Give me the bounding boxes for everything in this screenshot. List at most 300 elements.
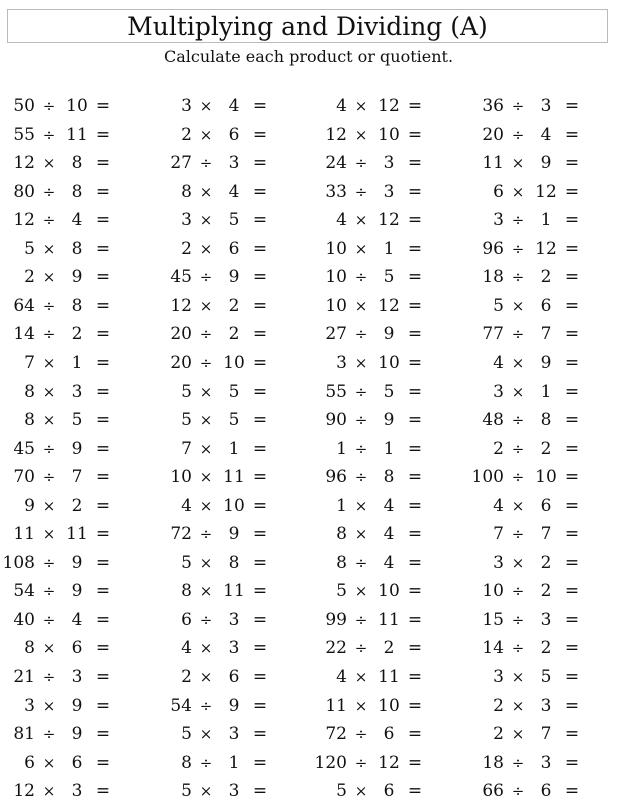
operand-a: 33 [325, 181, 347, 202]
operator: × [199, 582, 213, 601]
operand-a: 5 [181, 552, 192, 573]
operator: ÷ [354, 382, 368, 401]
operand-a: 12 [13, 781, 35, 802]
operand-a: 96 [325, 467, 347, 488]
operand-a: 4 [336, 96, 347, 116]
equals-sign: = [564, 381, 580, 402]
equals-sign: = [95, 781, 111, 802]
operator: ÷ [199, 610, 213, 629]
operator: × [511, 496, 525, 515]
operand-b: 6 [383, 781, 395, 802]
operand-b: 6 [383, 724, 395, 745]
operand-a: 10 [325, 267, 347, 288]
operand-b: 7 [71, 467, 83, 488]
operator: ÷ [511, 211, 525, 230]
equals-sign: = [407, 410, 423, 431]
operand-b: 9 [383, 410, 395, 431]
operand-b: 6 [71, 752, 83, 773]
operand-b: 1 [540, 210, 552, 231]
operand-a: 3 [181, 96, 192, 116]
equals-sign: = [252, 781, 268, 802]
operand-b: 12 [535, 238, 557, 259]
equals-sign: = [95, 609, 111, 630]
operand-a: 4 [181, 495, 192, 516]
operand-b: 2 [540, 267, 552, 288]
operator: × [42, 382, 56, 401]
operand-a: 54 [13, 581, 35, 602]
equals-sign: = [407, 667, 423, 687]
operator: × [42, 525, 56, 544]
operator: ÷ [199, 353, 213, 372]
operand-a: 22 [325, 638, 347, 659]
operator: × [42, 696, 56, 715]
operand-b: 10 [223, 352, 245, 373]
operand-a: 20 [482, 124, 504, 145]
operand-b: 1 [383, 238, 395, 259]
equals-sign: = [252, 295, 268, 316]
operand-a: 8 [181, 581, 192, 602]
operand-b: 3 [540, 695, 552, 716]
operand-b: 8 [71, 238, 83, 259]
operator: ÷ [511, 268, 525, 287]
operand-b: 1 [540, 381, 552, 402]
operator: ÷ [511, 525, 525, 544]
equals-sign: = [95, 752, 111, 773]
operand-a: 10 [482, 581, 504, 602]
operand-b: 3 [228, 153, 240, 174]
operator: ÷ [511, 782, 525, 801]
operand-b: 10 [535, 467, 557, 488]
operator: × [199, 296, 213, 315]
operand-a: 8 [24, 638, 35, 659]
operator: × [199, 439, 213, 458]
equals-sign: = [564, 781, 580, 802]
operand-a: 4 [493, 352, 504, 373]
equals-sign: = [564, 210, 580, 231]
operand-a: 120 [314, 752, 347, 773]
equals-sign: = [407, 381, 423, 402]
operator: ÷ [354, 753, 368, 772]
operand-b: 6 [228, 667, 240, 687]
operand-a: 9 [24, 495, 35, 516]
operand-a: 2 [181, 124, 192, 145]
operand-a: 108 [2, 552, 35, 573]
operator: × [42, 353, 56, 372]
operator: ÷ [511, 125, 525, 144]
equals-sign: = [252, 581, 268, 602]
operand-b: 5 [228, 410, 240, 431]
operand-a: 2 [181, 238, 192, 259]
operand-b: 11 [223, 467, 245, 488]
operator: ÷ [354, 268, 368, 287]
operand-a: 24 [325, 153, 347, 174]
equals-sign: = [564, 324, 580, 345]
operand-a: 5 [181, 781, 192, 802]
operator: × [199, 125, 213, 144]
operator: ÷ [199, 154, 213, 173]
operator: × [199, 782, 213, 801]
operand-a: 21 [13, 667, 35, 687]
operator: × [199, 725, 213, 744]
operator: × [511, 382, 525, 401]
operator: × [199, 211, 213, 230]
equals-sign: = [564, 96, 580, 116]
operator: × [199, 411, 213, 430]
operand-a: 2 [493, 438, 504, 459]
operand-b: 12 [378, 96, 400, 116]
operand-a: 96 [482, 238, 504, 259]
operator: × [511, 553, 525, 572]
operator: × [199, 553, 213, 572]
operand-a: 8 [24, 410, 35, 431]
equals-sign: = [252, 524, 268, 545]
equals-sign: = [252, 609, 268, 630]
worksheet-instructions: Calculate each product or quotient. [163, 47, 454, 66]
equals-sign: = [407, 781, 423, 802]
operand-a: 3 [493, 210, 504, 231]
operand-b: 5 [228, 381, 240, 402]
equals-sign: = [564, 410, 580, 431]
operand-b: 9 [71, 267, 83, 288]
equals-sign: = [407, 552, 423, 573]
operand-a: 70 [13, 467, 35, 488]
equals-sign: = [407, 609, 423, 630]
operand-a: 15 [482, 609, 504, 630]
operand-b: 4 [540, 124, 552, 145]
operand-a: 4 [493, 495, 504, 516]
operand-a: 6 [493, 181, 504, 202]
operand-a: 11 [325, 695, 347, 716]
operator: × [354, 97, 368, 115]
operand-b: 11 [223, 581, 245, 602]
equals-sign: = [252, 495, 268, 516]
operand-b: 2 [540, 438, 552, 459]
operand-b: 3 [540, 609, 552, 630]
operand-b: 9 [71, 695, 83, 716]
operand-b: 3 [383, 181, 395, 202]
equals-sign: = [252, 324, 268, 345]
equals-sign: = [407, 153, 423, 174]
equals-sign: = [407, 695, 423, 716]
equals-sign: = [564, 524, 580, 545]
operand-b: 7 [540, 324, 552, 345]
equals-sign: = [252, 181, 268, 202]
equals-sign: = [407, 581, 423, 602]
operand-a: 36 [482, 96, 504, 116]
operator: × [354, 696, 368, 715]
equals-sign: = [95, 495, 111, 516]
equals-sign: = [95, 467, 111, 488]
operand-a: 2 [493, 724, 504, 745]
equals-sign: = [95, 238, 111, 259]
operand-b: 11 [66, 124, 88, 145]
equals-sign: = [407, 124, 423, 145]
operator: × [354, 782, 368, 801]
operand-a: 7 [493, 524, 504, 545]
operand-b: 1 [71, 352, 83, 373]
operand-a: 8 [24, 381, 35, 402]
equals-sign: = [95, 410, 111, 431]
operator: × [511, 182, 525, 201]
operand-a: 5 [336, 581, 347, 602]
equals-sign: = [252, 210, 268, 231]
operand-a: 20 [170, 324, 192, 345]
operand-b: 3 [540, 96, 552, 116]
operator: ÷ [42, 211, 56, 230]
equals-sign: = [252, 724, 268, 745]
operand-b: 2 [228, 295, 240, 316]
equals-sign: = [564, 124, 580, 145]
operand-b: 6 [540, 781, 552, 802]
equals-sign: = [252, 410, 268, 431]
equals-sign: = [95, 638, 111, 659]
operator: × [511, 296, 525, 315]
equals-sign: = [252, 381, 268, 402]
operator: × [42, 496, 56, 515]
operator: ÷ [511, 411, 525, 430]
operand-a: 2 [181, 667, 192, 687]
operator: × [199, 97, 213, 115]
operand-a: 80 [13, 181, 35, 202]
operand-a: 27 [325, 324, 347, 345]
operator: ÷ [354, 468, 368, 487]
equals-sign: = [564, 495, 580, 516]
operand-b: 3 [71, 667, 83, 687]
operand-b: 1 [383, 438, 395, 459]
operator: ÷ [199, 753, 213, 772]
equals-sign: = [95, 324, 111, 345]
equals-sign: = [564, 352, 580, 373]
operator: × [354, 211, 368, 230]
equals-sign: = [407, 181, 423, 202]
equals-sign: = [95, 667, 111, 687]
operand-b: 7 [540, 524, 552, 545]
equals-sign: = [95, 267, 111, 288]
operand-a: 4 [336, 210, 347, 231]
operator: × [354, 125, 368, 144]
equals-sign: = [407, 352, 423, 373]
operand-b: 9 [71, 724, 83, 745]
operand-b: 8 [71, 181, 83, 202]
operand-b: 9 [383, 324, 395, 345]
operator: × [511, 154, 525, 173]
operand-b: 3 [228, 609, 240, 630]
equals-sign: = [564, 552, 580, 573]
operand-a: 5 [24, 238, 35, 259]
operator: ÷ [354, 154, 368, 173]
operand-a: 8 [181, 181, 192, 202]
operand-a: 5 [493, 295, 504, 316]
operator: × [199, 468, 213, 487]
equals-sign: = [252, 695, 268, 716]
operator: × [42, 753, 56, 772]
operator: × [199, 639, 213, 658]
operator: ÷ [199, 696, 213, 715]
operator: ÷ [42, 325, 56, 344]
operand-a: 2 [493, 695, 504, 716]
operand-b: 2 [383, 638, 395, 659]
equals-sign: = [564, 467, 580, 488]
equals-sign: = [95, 552, 111, 573]
equals-sign: = [407, 295, 423, 316]
operator: ÷ [511, 97, 525, 115]
operator: ÷ [511, 610, 525, 629]
operand-a: 45 [13, 438, 35, 459]
operator: × [42, 239, 56, 258]
operator: ÷ [42, 610, 56, 629]
operand-a: 40 [13, 609, 35, 630]
operand-b: 8 [383, 467, 395, 488]
operator: × [354, 582, 368, 601]
operator: ÷ [42, 97, 56, 115]
operand-a: 5 [181, 381, 192, 402]
operand-b: 12 [378, 210, 400, 231]
operand-b: 6 [71, 638, 83, 659]
equals-sign: = [407, 210, 423, 231]
equals-sign: = [564, 638, 580, 659]
operand-a: 11 [13, 524, 35, 545]
operator: × [42, 411, 56, 430]
operand-a: 18 [482, 267, 504, 288]
operator: × [199, 496, 213, 515]
operand-a: 11 [482, 153, 504, 174]
operator: ÷ [42, 439, 56, 458]
operand-b: 3 [228, 781, 240, 802]
equals-sign: = [95, 210, 111, 231]
operand-a: 7 [181, 438, 192, 459]
equals-sign: = [252, 467, 268, 488]
operand-a: 100 [471, 467, 504, 488]
operand-b: 4 [71, 609, 83, 630]
operand-b: 2 [540, 638, 552, 659]
operator: ÷ [42, 182, 56, 201]
operand-a: 55 [13, 124, 35, 145]
operand-a: 12 [325, 124, 347, 145]
equals-sign: = [564, 153, 580, 174]
equals-sign: = [252, 667, 268, 687]
operator: ÷ [511, 468, 525, 487]
operand-b: 5 [383, 267, 395, 288]
operand-b: 4 [383, 524, 395, 545]
operator: × [511, 725, 525, 744]
operator: ÷ [42, 582, 56, 601]
operator: ÷ [42, 296, 56, 315]
operand-a: 1 [336, 438, 347, 459]
equals-sign: = [407, 324, 423, 345]
operand-b: 9 [228, 267, 240, 288]
operand-b: 6 [540, 495, 552, 516]
operand-a: 72 [325, 724, 347, 745]
equals-sign: = [407, 638, 423, 659]
operator: × [354, 296, 368, 315]
equals-sign: = [407, 524, 423, 545]
operand-b: 5 [383, 381, 395, 402]
operator: × [42, 268, 56, 287]
equals-sign: = [407, 724, 423, 745]
operand-a: 3 [181, 210, 192, 231]
operator: ÷ [511, 639, 525, 658]
operand-a: 7 [24, 352, 35, 373]
operand-a: 50 [13, 96, 35, 116]
operator: ÷ [354, 725, 368, 744]
operand-a: 20 [170, 352, 192, 373]
operand-b: 10 [223, 495, 245, 516]
operator: × [199, 382, 213, 401]
operand-a: 14 [13, 324, 35, 345]
operand-b: 3 [228, 724, 240, 745]
operator: × [199, 239, 213, 258]
operator: × [511, 696, 525, 715]
operator: × [511, 668, 525, 686]
equals-sign: = [564, 267, 580, 288]
operator: × [354, 353, 368, 372]
operand-a: 3 [493, 667, 504, 687]
operand-b: 4 [228, 96, 240, 116]
operand-b: 2 [71, 324, 83, 345]
operand-b: 9 [540, 352, 552, 373]
operator: ÷ [42, 468, 56, 487]
equals-sign: = [95, 124, 111, 145]
operand-b: 8 [228, 552, 240, 573]
operand-b: 12 [535, 181, 557, 202]
operator: × [354, 525, 368, 544]
operand-a: 10 [325, 238, 347, 259]
equals-sign: = [252, 238, 268, 259]
operand-b: 5 [228, 210, 240, 231]
operand-b: 3 [71, 781, 83, 802]
equals-sign: = [95, 524, 111, 545]
operator: ÷ [511, 325, 525, 344]
operand-a: 72 [170, 524, 192, 545]
operand-a: 6 [181, 609, 192, 630]
operand-a: 10 [170, 467, 192, 488]
operand-a: 12 [13, 210, 35, 231]
operator: ÷ [199, 525, 213, 544]
operand-b: 10 [66, 96, 88, 116]
operator: ÷ [199, 268, 213, 287]
operator: ÷ [354, 325, 368, 344]
equals-sign: = [564, 181, 580, 202]
operand-a: 12 [170, 295, 192, 316]
operand-b: 10 [378, 124, 400, 145]
equals-sign: = [407, 96, 423, 116]
equals-sign: = [95, 352, 111, 373]
equals-sign: = [564, 724, 580, 745]
operator: ÷ [354, 182, 368, 201]
operand-a: 5 [336, 781, 347, 802]
operand-a: 2 [24, 267, 35, 288]
operand-a: 3 [336, 352, 347, 373]
equals-sign: = [252, 438, 268, 459]
operand-a: 3 [493, 381, 504, 402]
equals-sign: = [407, 467, 423, 488]
equals-sign: = [564, 581, 580, 602]
operand-b: 3 [383, 153, 395, 174]
operator: × [42, 639, 56, 658]
operand-a: 55 [325, 381, 347, 402]
operand-b: 3 [228, 638, 240, 659]
operand-b: 6 [228, 238, 240, 259]
operand-b: 4 [71, 210, 83, 231]
operand-b: 11 [378, 667, 400, 687]
operand-b: 4 [228, 181, 240, 202]
operand-b: 1 [228, 438, 240, 459]
operand-a: 81 [13, 724, 35, 745]
operand-a: 99 [325, 609, 347, 630]
operand-a: 1 [336, 495, 347, 516]
operator: ÷ [42, 725, 56, 744]
operator: ÷ [354, 439, 368, 458]
